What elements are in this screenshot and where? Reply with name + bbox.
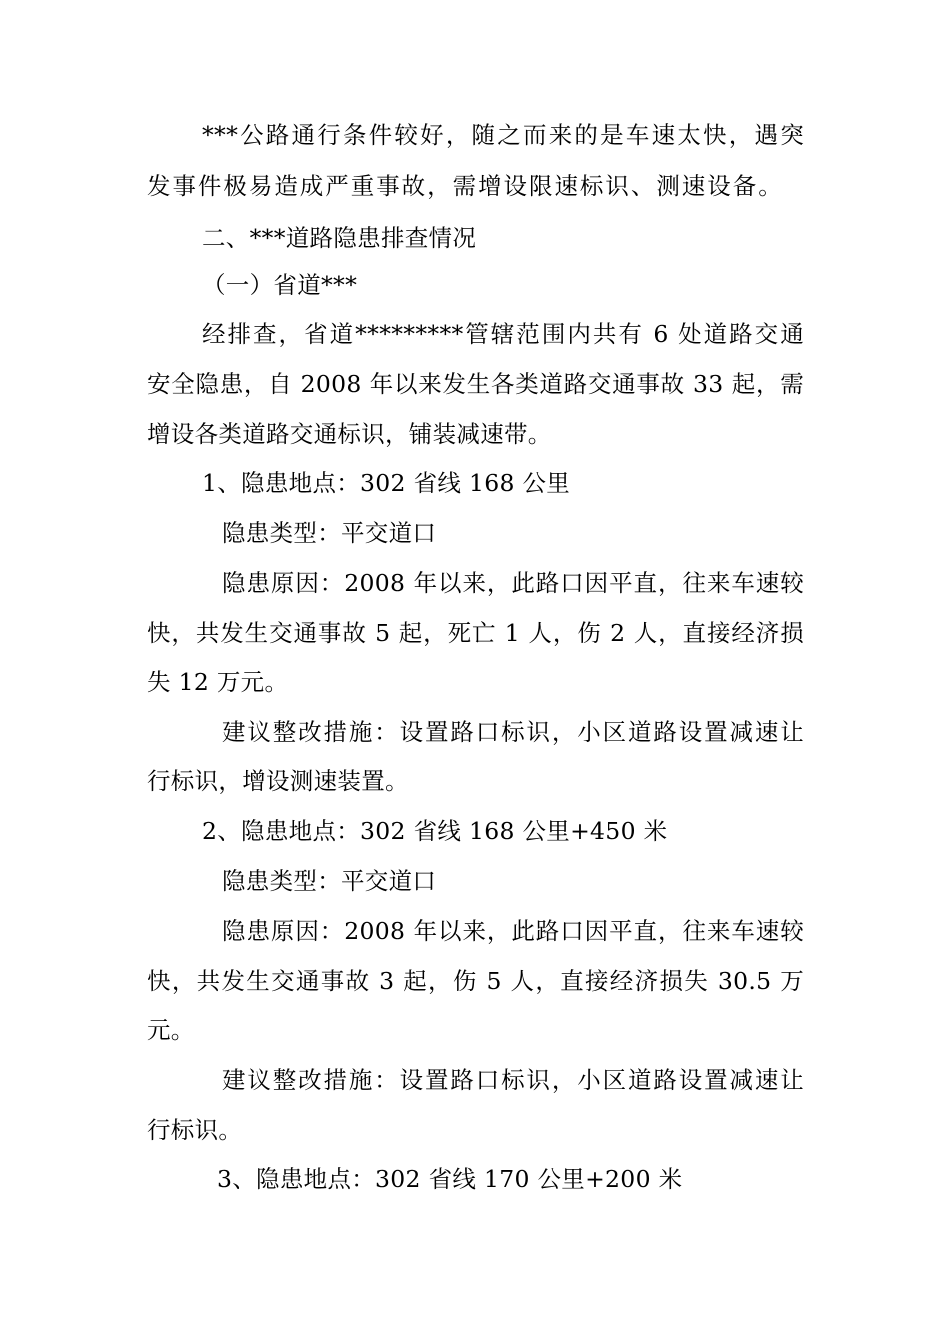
hazard-type: 隐患类型：平交道口 bbox=[222, 867, 437, 895]
paragraph-line: ***公路通行条件较好，随之而来的是车速太快，遇突 bbox=[202, 121, 804, 149]
paragraph-line: 增设各类道路交通标识，铺装减速带。 bbox=[147, 420, 552, 448]
hazard-cause-line: 失 12 万元。 bbox=[147, 668, 289, 696]
subsection-heading: （一）省道*** bbox=[202, 271, 358, 299]
paragraph-line: 安全隐患，自 2008 年以来发生各类道路交通事故 33 起，需 bbox=[147, 370, 804, 398]
hazard-cause-line: 快，共发生交通事故 5 起，死亡 1 人，伤 2 人，直接经济损 bbox=[147, 619, 804, 647]
hazard-cause-line: 隐患原因：2008 年以来，此路口因平直，往来车速较 bbox=[222, 917, 804, 945]
suggestion-line: 行标识。 bbox=[147, 1116, 243, 1144]
hazard-cause-line: 隐患原因：2008 年以来，此路口因平直，往来车速较 bbox=[222, 569, 804, 597]
section-heading: 二、***道路隐患排查情况 bbox=[202, 224, 477, 252]
paragraph-line: 发事件极易造成严重事故，需增设限速标识、测速设备。 bbox=[147, 172, 782, 200]
hazard-location: 2、隐患地点：302 省线 168 公里+450 米 bbox=[202, 817, 668, 845]
hazard-cause-line: 元。 bbox=[147, 1016, 195, 1044]
hazard-location: 1、隐患地点：302 省线 168 公里 bbox=[202, 469, 571, 497]
suggestion-line: 建议整改措施：设置路口标识，小区道路设置减速让 bbox=[222, 1066, 804, 1094]
suggestion-line: 行标识，增设测速装置。 bbox=[147, 767, 409, 795]
hazard-location: 3、隐患地点：302 省线 170 公里+200 米 bbox=[217, 1165, 683, 1193]
paragraph-line: 经排查，省道*********管辖范围内共有 6 处道路交通 bbox=[202, 320, 804, 348]
hazard-cause-line: 快，共发生交通事故 3 起，伤 5 人，直接经济损失 30.5 万 bbox=[147, 967, 804, 995]
suggestion-line: 建议整改措施：设置路口标识，小区道路设置减速让 bbox=[222, 718, 804, 746]
hazard-type: 隐患类型：平交道口 bbox=[222, 519, 437, 547]
